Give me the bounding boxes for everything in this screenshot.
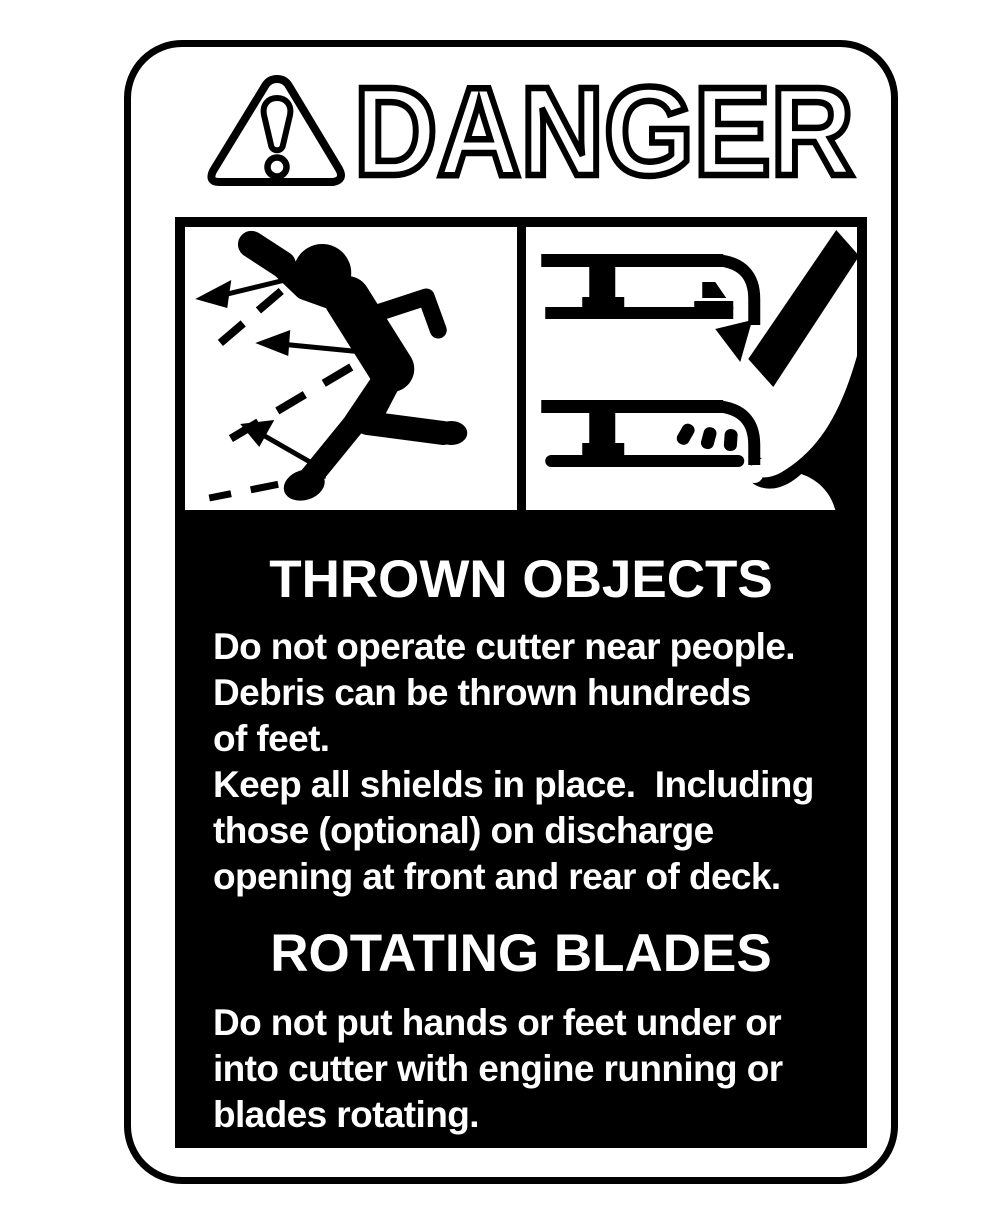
section-heading-thrown-objects: THROWN OBJECTS <box>269 550 773 609</box>
body-line: into cutter with engine running or <box>213 1048 783 1089</box>
body-line: Debris can be thrown hundreds <box>213 672 751 713</box>
body-line: blades rotating. <box>213 1094 479 1135</box>
pictogram-strip <box>175 217 867 520</box>
thrown-objects-striking-person-icon <box>185 227 517 510</box>
body-line: Keep all shields in place. Including <box>213 764 814 805</box>
body-line: those (optional) on discharge <box>213 810 714 851</box>
body-line: Do not put hands or feet under or <box>213 1002 782 1043</box>
rotating-blades-pictogram-panel <box>526 227 858 510</box>
body-line: of feet. <box>213 718 330 759</box>
alert-triangle-exclamation-icon <box>203 72 351 192</box>
signal-word <box>350 74 864 188</box>
signal-word-text: DANGER <box>354 74 854 188</box>
body-line: Do not operate cutter near people. <box>213 626 795 667</box>
section-heading-rotating-blades: ROTATING BLADES <box>270 924 772 983</box>
message-panel <box>175 520 867 1148</box>
body-line: opening at front and rear of deck. <box>213 856 781 897</box>
rotating-blade-cutting-foot-icon <box>526 227 858 510</box>
thrown-objects-pictogram-panel <box>185 227 517 510</box>
